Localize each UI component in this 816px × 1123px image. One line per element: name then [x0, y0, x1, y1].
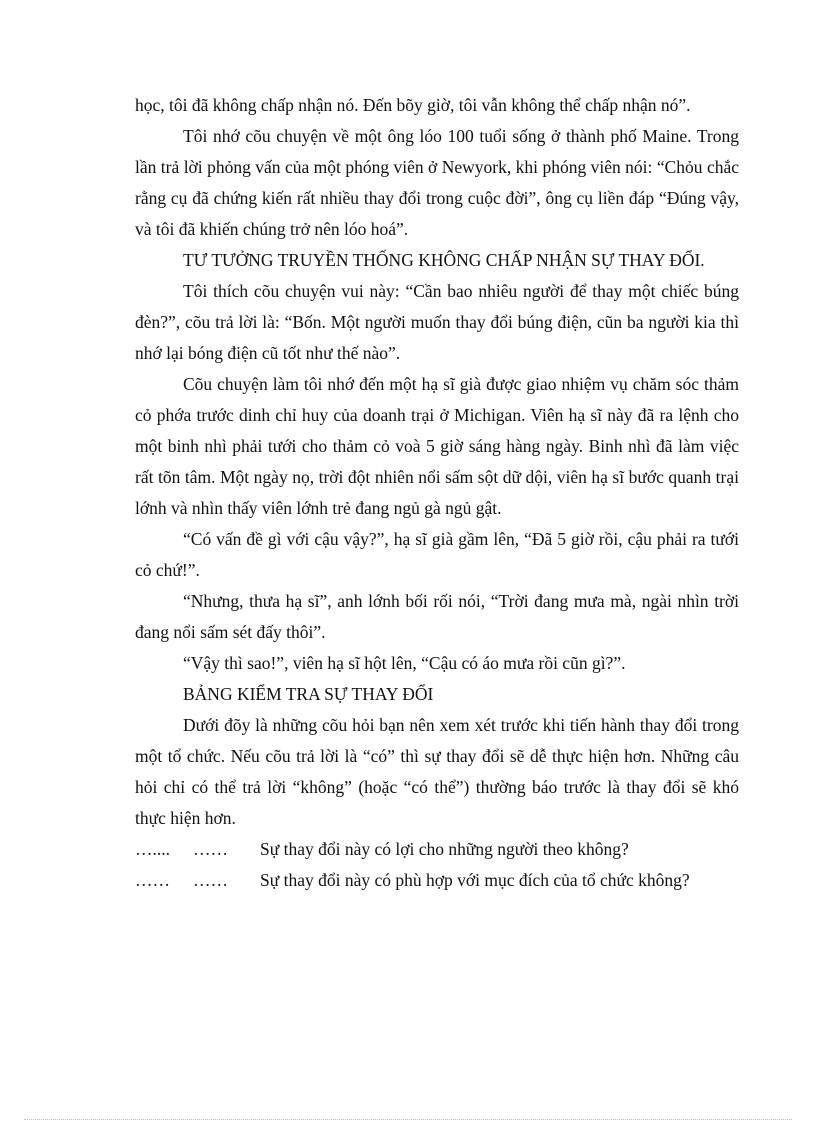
page-bottom-divider [24, 1119, 792, 1120]
checklist-question: Sự thay đổi này có phù hợp với mục đích của tổ chức không? [260, 870, 690, 890]
checklist-blank-1: ….... [135, 839, 170, 859]
checklist-row [135, 834, 739, 865]
paragraph-6: “Nhưng, thưa hạ sĩ”, anh lớnh bối rối nói, “Trời đang mưa mà, ngài nhìn trời đang nổi sấm sét đấy thôi”. [135, 591, 739, 642]
section-heading-traditional-thinking: TƯ TƯỞNG TRUYỀN THỐNG KHÔNG CHẤP NHẬN SỰ THAY ĐỔI. [183, 250, 705, 270]
checklist-blank-2: …… [193, 839, 228, 859]
checklist-blank-1: …… [135, 870, 170, 890]
paragraph-2: Tôi nhớ cõu chuyện về một ông lóo 100 tuổi sống ở thành phố Maine. Trong lần trả lời phỏng vấn của một phóng viên ở Newyork, khi phóng viên nói: “Chỏu chắc rằng cụ đã chứng kiến rất nhiều thay đổi trong cuộc đời”, ông cụ liền đáp “Đúng vậy, và tôi đã khiến chúng trở nên lóo hoá”. [135, 126, 739, 239]
checklist-question: Sự thay đổi này có lợi cho những người theo không? [260, 839, 629, 859]
checklist-row [135, 865, 739, 896]
checklist-blank-2: …… [193, 870, 228, 890]
paragraph-3: Tôi thích cõu chuyện vui này: “Cần bao nhiêu người để thay một chiếc búng đèn?”, cõu trả lời là: “Bốn. Một người muốn thay đổi búng điện, cũn ba người kia thì nhớ lại bóng điện cũ tốt như thế nào”. [135, 281, 739, 363]
paragraph-7: “Vậy thì sao!”, viên hạ sĩ hột lên, “Cậu có áo mưa rồi cũn gì?”. [183, 653, 626, 673]
paragraph-5: “Có vấn đề gì với cậu vậy?”, hạ sĩ già gầm lên, “Đã 5 giờ rồi, cậu phải ra tưới cỏ chứ!”. [135, 529, 739, 580]
section-heading-change-checklist: BẢNG KIỂM TRA SỰ THAY ĐỔI [183, 684, 434, 704]
document-page [135, 90, 739, 896]
paragraph-1: học, tôi đã không chấp nhận nó. Đến bõy giờ, tôi vẫn không thể chấp nhận nó”. [135, 95, 691, 115]
paragraph-4: Cõu chuyện làm tôi nhớ đến một hạ sĩ già được giao nhiệm vụ chăm sóc thảm cỏ phớa trước dinh chỉ huy của doanh trại ở Michigan. Viên hạ sĩ này đã ra lệnh cho một binh nhì phải tưới cho thảm cỏ voà 5 giờ sáng hàng ngày. Binh nhì đã làm việc rất tõn tâm. Một ngày nọ, trời đột nhiên nổi sấm sột dữ dội, viên hạ sĩ bước quanh trại lớnh và nhìn thấy viên lớnh trẻ đang ngủ gà ngủ gật. [135, 374, 739, 518]
paragraph-8: Dưới đõy là những cõu hỏi bạn nên xem xét trước khi tiến hành thay đổi trong một tổ chức. Nếu cõu trả lời là “có” thì sự thay đổi sẽ dễ thực hiện hơn. Những câu hỏi chỉ có thể trả lời “không” (hoặc “có thể”) thường báo trước là thay đổi sẽ khó thực hiện hơn. [135, 715, 739, 828]
